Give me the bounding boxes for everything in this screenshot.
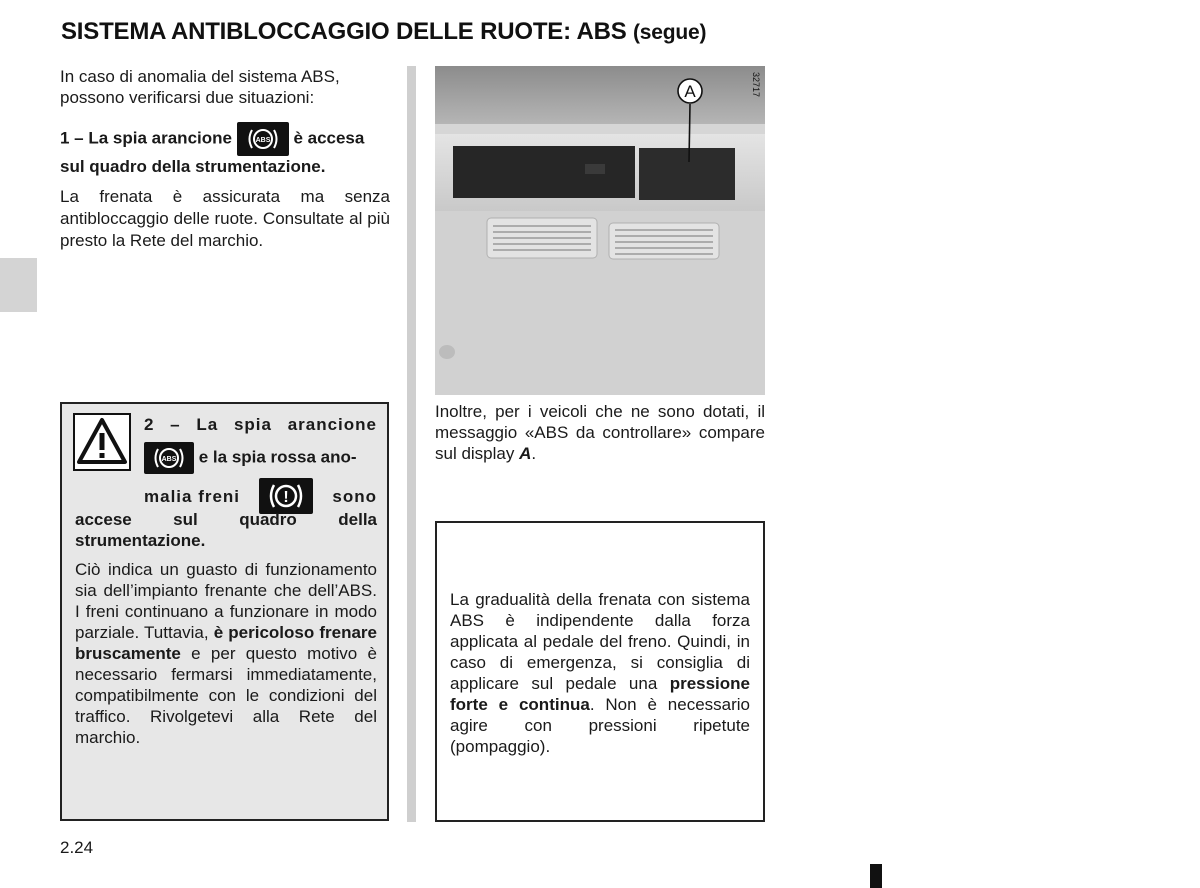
- column-divider: [407, 66, 416, 822]
- warning-line4: accese sul quadro della strumentazione.: [75, 510, 377, 550]
- title-sub: (segue): [633, 21, 707, 44]
- case1-body: La frenata è assicurata ma senza antibloccaggio delle ruote. Consultate al più presto la Rete del marchio.: [60, 187, 390, 250]
- warning-line2: [144, 442, 384, 474]
- caption-bold: A: [519, 444, 532, 463]
- page-number: 2.24: [60, 838, 94, 857]
- warning-line1: 2 – La spia arancione: [144, 415, 377, 434]
- warning-box: [60, 402, 389, 821]
- photo-caption: [435, 401, 765, 464]
- warning-body-bold: è pericoloso frenare bruscamente: [75, 623, 377, 663]
- warning-body-post: e per questo motivo è necessario fermarsi immediatamente, compatibilmente con le condizioni del traffico. Rivolgetevi alla Rete del marchio.: [75, 644, 377, 747]
- title-main: SISTEMA ANTIBLOCCAGGIO DELLE RUOTE: ABS: [61, 18, 627, 45]
- section-tab: [0, 258, 37, 312]
- left-column: [60, 66, 390, 252]
- intro-text: In caso di anomalia del sistema ABS, possono verificarsi due situazioni:: [60, 67, 340, 107]
- page-title: [61, 18, 706, 46]
- page-edge-marker: [870, 864, 882, 888]
- case1-heading: [60, 122, 390, 178]
- warning-triangle-icon: [73, 413, 131, 471]
- info-text: [450, 589, 750, 757]
- case1-pre: 1 – La spia arancione: [60, 128, 232, 148]
- info-box: [435, 521, 765, 822]
- caption-post: .: [531, 444, 537, 463]
- svg-text:ABS: ABS: [255, 137, 271, 144]
- warning-body: [75, 559, 377, 748]
- case1-line2: sul quadro della strumentazione.: [60, 157, 326, 176]
- info-bold: pressione forte e continua: [450, 674, 750, 714]
- warning-line3-pre: malia freni: [144, 486, 241, 506]
- dashboard-photo: [435, 66, 765, 395]
- svg-text:ABS: ABS: [161, 456, 177, 463]
- callout-label-a: A: [684, 82, 696, 101]
- svg-text:!: !: [283, 489, 289, 506]
- photo-ref-code: 32717: [751, 72, 761, 98]
- caption-pre: Inoltre, per i veicoli che ne sono dotati, il messaggio «ABS da controllare» compare sul display: [435, 402, 765, 463]
- case1-post: è accesa: [293, 128, 365, 148]
- warning-body-pre: Ciò indica un guasto di funzionamento sia dell’impianto frenante che dell’ABS. I freni continuano a funzionare in modo parziale. Tuttavia,: [75, 560, 377, 642]
- warning-line3-post: sono: [332, 486, 377, 506]
- abs-warning-icon: [144, 442, 194, 474]
- info-pre: La gradualità della frenata con sistema ABS è indipendente dalla forza applicata al pedale del freno. Quindi, in caso di emergenza, si consiglia di applicare sul pedale una: [450, 590, 750, 693]
- abs-warning-icon: [237, 122, 289, 156]
- dashboard-illustration: [435, 66, 765, 395]
- info-post: . Non è necessario agire con pressioni ripetute (pompaggio).: [450, 695, 750, 756]
- warning-line2-text: e la spia rossa ano-: [198, 447, 357, 467]
